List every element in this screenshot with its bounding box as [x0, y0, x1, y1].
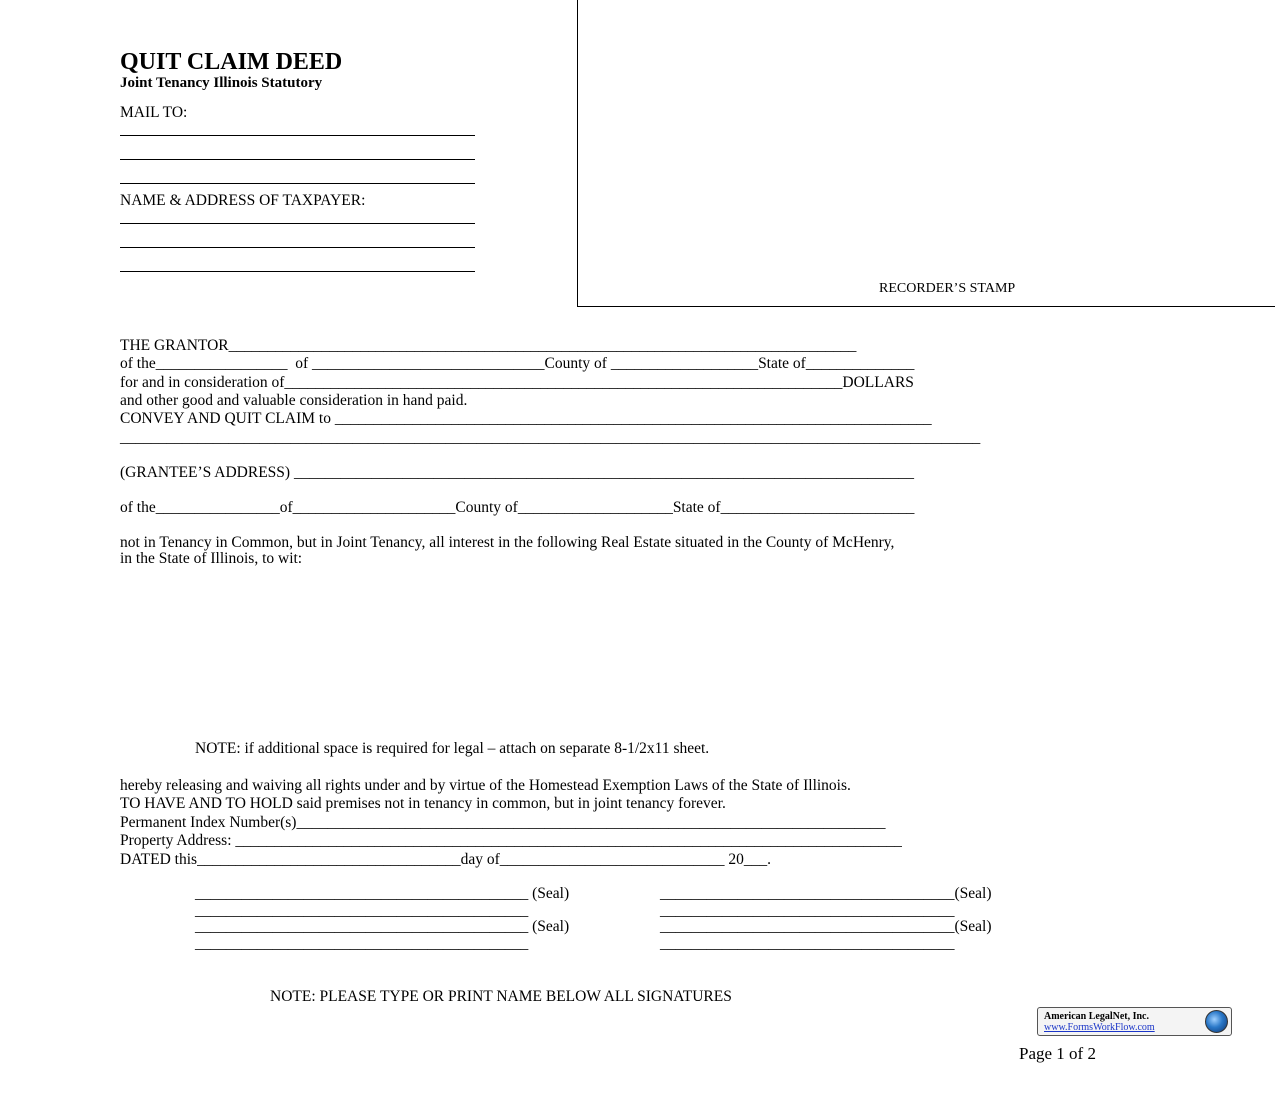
globe-icon — [1205, 1010, 1228, 1033]
tenancy-text-2: in the State of Illinois, to wit: — [120, 550, 303, 567]
printed-name-line-1-left[interactable]: ___________________________________________ — [195, 902, 529, 919]
signature-line-1-left[interactable]: ___________________________________________ (Seal) — [195, 885, 570, 902]
document-subtitle: Joint Tenancy Illinois Statutory — [120, 75, 323, 91]
mail-to-label: MAIL TO: — [120, 104, 188, 121]
other-consideration-text: and other good and valuable consideration in hand paid. — [120, 392, 468, 409]
grantor-location-line[interactable]: of the_________________ of ______________________________County of ___________________State of______________ — [120, 355, 915, 372]
dated-line[interactable]: DATED this__________________________________day of_____________________________ 20___. — [120, 851, 771, 868]
property-address-line[interactable]: Property Address: ______________________________________________________________________________________ — [120, 832, 902, 849]
logo-url-link[interactable]: www.FormsWorkFlow.com — [1044, 1022, 1155, 1033]
taxpayer-line-2[interactable] — [120, 247, 475, 248]
recorder-stamp-box — [577, 0, 1275, 307]
consideration-line[interactable]: for and in consideration of________________________________________________________________________DOLLARS — [120, 374, 914, 391]
taxpayer-line-3[interactable] — [120, 271, 475, 272]
taxpayer-label: NAME & ADDRESS OF TAXPAYER: — [120, 192, 366, 209]
signature-note: NOTE: PLEASE TYPE OR PRINT NAME BELOW ALL SIGNATURES — [270, 988, 732, 1005]
grantee-address-line[interactable]: (GRANTEE’S ADDRESS) ________________________________________________________________________________ — [120, 464, 914, 481]
convey-line[interactable]: CONVEY AND QUIT CLAIM to _____________________________________________________________________________ — [120, 410, 932, 427]
pin-line[interactable]: Permanent Index Number(s)____________________________________________________________________________ — [120, 814, 886, 831]
document-title: QUIT CLAIM DEED — [120, 49, 343, 75]
american-legalnet-logo[interactable] — [1037, 1007, 1232, 1036]
convey-line-2[interactable]: _______________________________________________________________________________________________________________ — [120, 429, 981, 446]
taxpayer-line-1[interactable] — [120, 223, 475, 224]
mail-to-line-1[interactable] — [120, 135, 475, 136]
printed-name-line-1-right[interactable]: ______________________________________ — [660, 902, 955, 919]
logo-company-name: American LegalNet, Inc. — [1044, 1011, 1149, 1022]
printed-name-line-2-left[interactable]: ___________________________________________ — [195, 935, 529, 952]
signature-line-1-right[interactable]: ______________________________________(Seal) — [660, 885, 992, 902]
page-number: Page 1 of 2 — [1019, 1044, 1096, 1063]
homestead-text: hereby releasing and waiving all rights under and by virtue of the Homestead Exemption Laws of the State of Illinois. — [120, 777, 851, 794]
printed-name-line-2-right[interactable]: ______________________________________ — [660, 935, 955, 952]
tenancy-text-1: not in Tenancy in Common, but in Joint Tenancy, all interest in the following Real Estate situated in the County of McHenry, — [120, 534, 895, 551]
grantor-line[interactable]: THE GRANTOR_________________________________________________________________________________ — [120, 337, 857, 354]
mail-to-line-2[interactable] — [120, 159, 475, 160]
legal-note: NOTE: if additional space is required for legal – attach on separate 8-1/2x11 sheet. — [195, 740, 710, 757]
signature-line-2-left[interactable]: ___________________________________________ (Seal) — [195, 918, 570, 935]
recorder-stamp-label: RECORDER’S STAMP — [879, 281, 1016, 296]
signature-line-2-right[interactable]: ______________________________________(Seal) — [660, 918, 992, 935]
mail-to-line-3[interactable] — [120, 183, 475, 184]
have-hold-text: TO HAVE AND TO HOLD said premises not in tenancy in common, but in joint tenancy forever. — [120, 795, 726, 812]
grantee-location-line[interactable]: of the________________of_____________________County of____________________State of_________________________ — [120, 499, 915, 516]
